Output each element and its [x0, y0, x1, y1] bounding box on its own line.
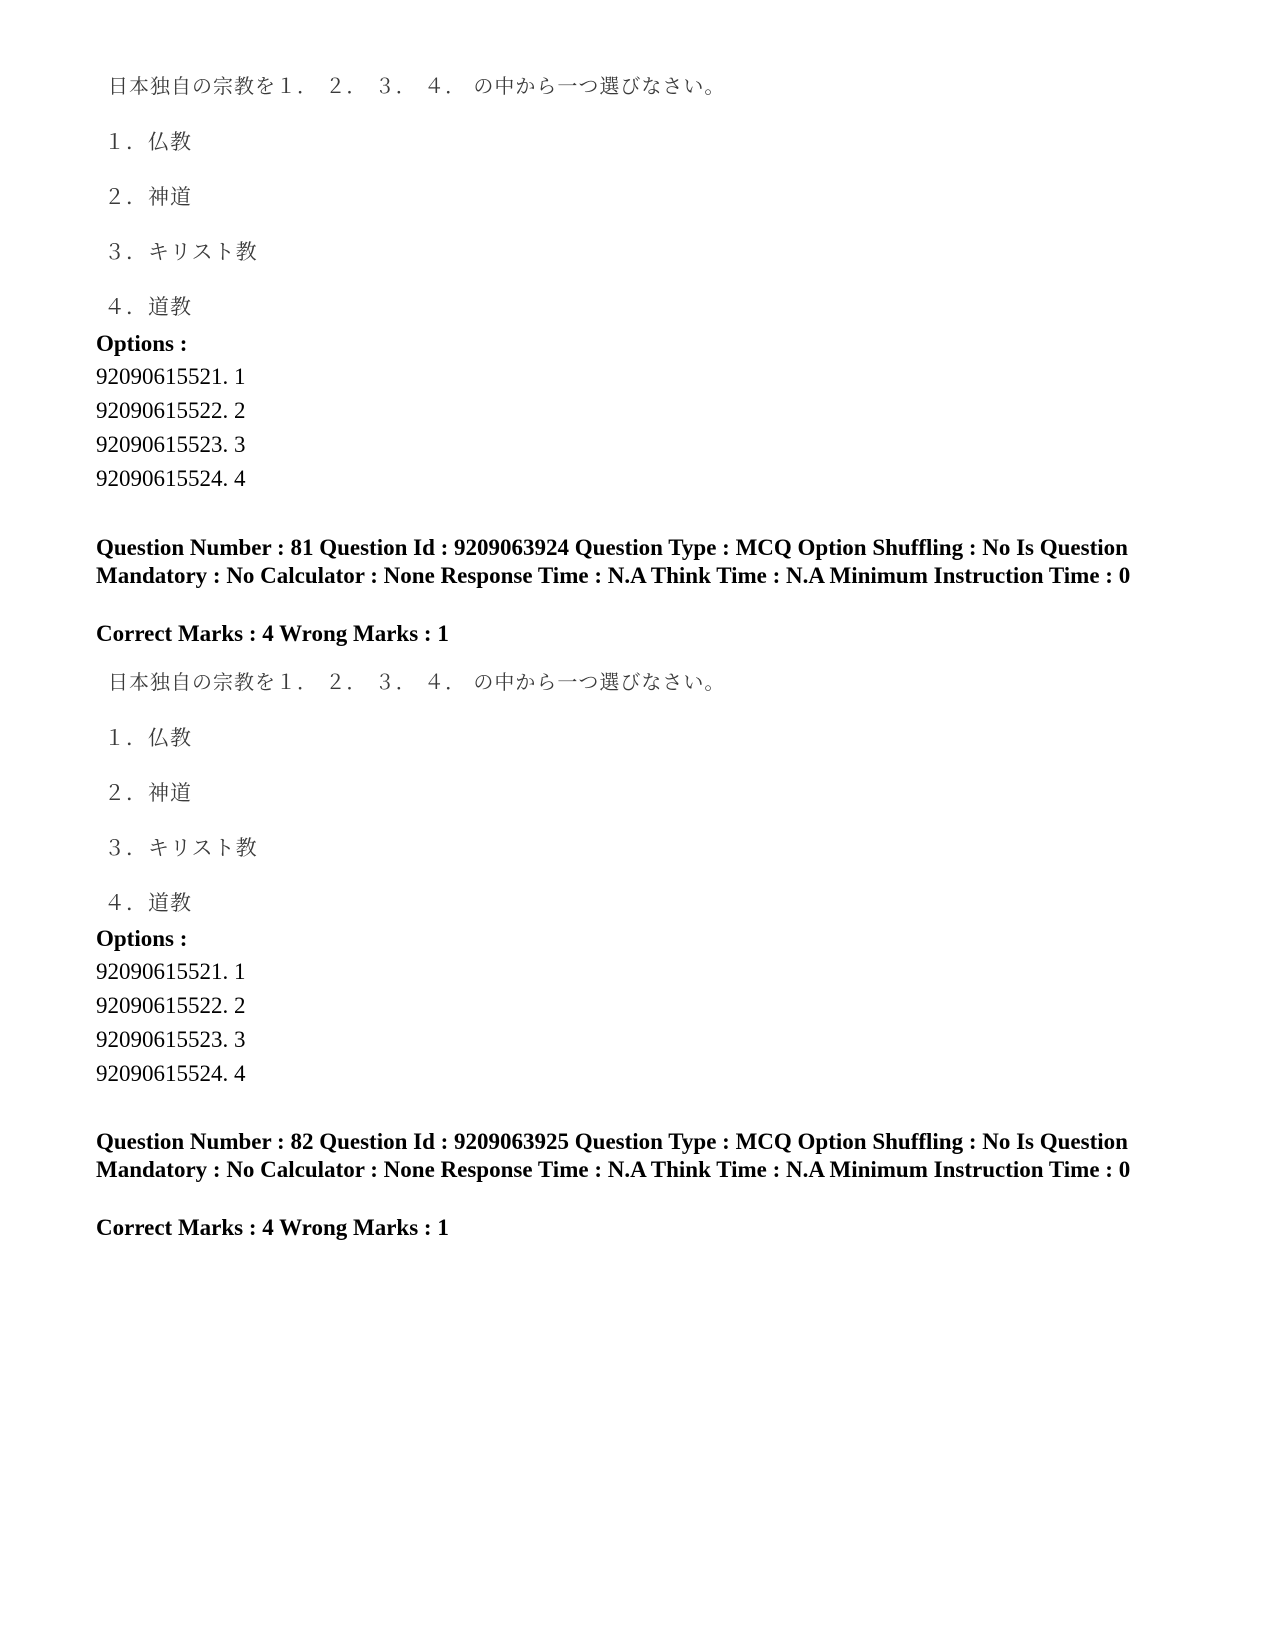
option-item: 92090615521. 1 — [96, 959, 246, 984]
choice-4: ４．道教 — [104, 891, 192, 915]
option-item: 92090615522. 2 — [96, 398, 246, 423]
question-header: Question Number : 82 Question Id : 9209063925 Question Type : MCQ Option Shuffling : No Is Question Mandatory : No Calculator : None Response Time : N.A Think Time : N.A Minimum Instruction Time : 0 — [96, 1129, 1131, 1182]
choice-3: ３．キリスト教 — [104, 240, 258, 264]
question-image-block — [96, 666, 796, 926]
choice-3: ３．キリスト教 — [104, 836, 258, 860]
option-item: 92090615522. 2 — [96, 993, 246, 1018]
option-item: 92090615524. 4 — [96, 1061, 246, 1086]
choice-4: ４．道教 — [104, 295, 192, 319]
options-label: Options : — [96, 331, 188, 356]
choice-2: ２．神道 — [104, 185, 192, 209]
choice-1: １．仏教 — [104, 726, 192, 750]
choice-1: １．仏教 — [104, 130, 192, 154]
option-item: 92090615523. 3 — [96, 1027, 246, 1052]
option-item: 92090615524. 4 — [96, 466, 246, 491]
choice-2: ２．神道 — [104, 781, 192, 805]
option-item: 92090615523. 3 — [96, 432, 246, 457]
marks-line: Correct Marks : 4 Wrong Marks : 1 — [96, 1215, 449, 1240]
question-image-block — [96, 70, 796, 330]
options-label: Options : — [96, 926, 188, 951]
options-list — [96, 327, 696, 496]
marks-line: Correct Marks : 4 Wrong Marks : 1 — [96, 621, 449, 646]
question-prompt: 日本独自の宗教を１． ２． ３． ４． の中から一つ選びなさい。 — [108, 670, 726, 694]
question-prompt: 日本独自の宗教を１． ２． ３． ４． の中から一つ選びなさい。 — [108, 74, 726, 98]
options-list — [96, 922, 696, 1091]
question-header: Question Number : 81 Question Id : 9209063924 Question Type : MCQ Option Shuffling : No Is Question Mandatory : No Calculator : None Response Time : N.A Think Time : N.A Minimum Instruction Time : 0 — [96, 535, 1131, 588]
option-item: 92090615521. 1 — [96, 364, 246, 389]
